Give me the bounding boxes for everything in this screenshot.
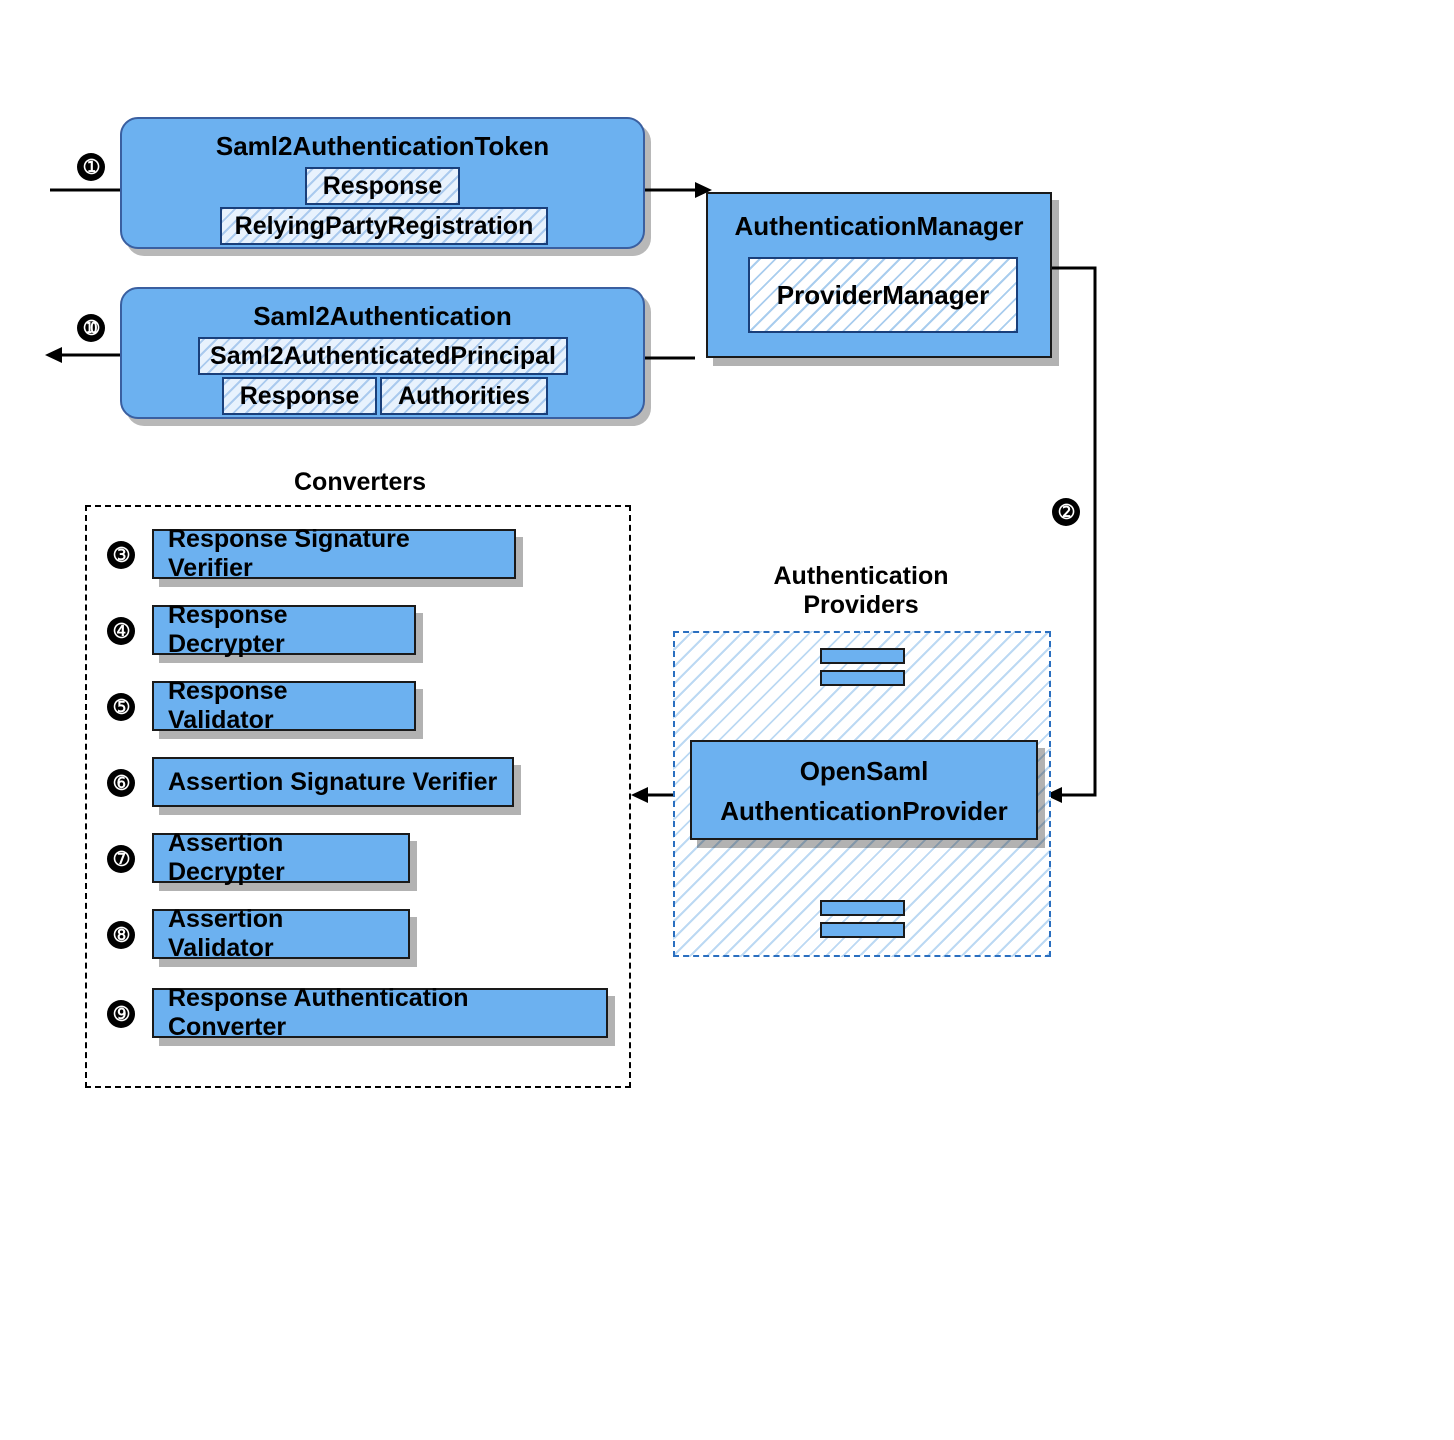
providers-group-title-line2: Providers — [803, 591, 919, 619]
converter-label: Response Signature Verifier — [168, 525, 410, 582]
provider-placeholder-bar-top-1 — [820, 648, 905, 664]
converter-assertion-decrypter[interactable] — [152, 829, 410, 886]
converter-response-signature-verifier[interactable] — [152, 525, 516, 582]
step-marker-1: ➀ — [77, 153, 105, 181]
converters-group-title: Converters — [294, 468, 426, 496]
provider-manager-box: ProviderManager — [748, 257, 1018, 333]
step-marker-3: ➂ — [107, 541, 135, 569]
converter-label: Assertion Signature Verifier — [168, 767, 498, 796]
authentication-field-authorities: Authorities — [380, 377, 548, 415]
converter-label: Response Authentication Converter — [168, 984, 469, 1041]
authentication-manager-box — [706, 192, 1052, 358]
step-marker-6: ➅ — [107, 769, 135, 797]
token-field-response: Response — [305, 167, 460, 205]
providers-group-title-line1: Authentication — [773, 562, 949, 590]
provider-placeholder-bar-bottom-1 — [820, 900, 905, 916]
step-marker-2: ➁ — [1052, 498, 1080, 526]
token-field-relying-party-registration: RelyingPartyRegistration — [220, 207, 548, 245]
converter-assertion-signature-verifier[interactable] — [152, 757, 514, 807]
provider-title-line1: OpenSaml — [799, 755, 929, 786]
step-marker-7: ➆ — [107, 845, 135, 873]
saml2-authentication-token-box — [120, 117, 645, 249]
converter-label: Assertion Validator — [168, 905, 284, 962]
converter-label: Response Validator — [168, 677, 288, 734]
converter-response-validator[interactable] — [152, 677, 416, 734]
token-box-title: Saml2AuthenticationToken — [215, 131, 550, 161]
provider-placeholder-bar-top-2 — [820, 670, 905, 686]
converter-response-decrypter[interactable] — [152, 601, 416, 658]
converter-response-authentication-converter[interactable] — [152, 984, 608, 1041]
converter-label: Assertion Decrypter — [168, 829, 285, 886]
authentication-manager-title: AuthenticationManager — [734, 211, 1024, 241]
converter-label: Response Decrypter — [168, 601, 288, 658]
converter-assertion-validator[interactable] — [152, 905, 410, 962]
saml2-authentication-box — [120, 287, 645, 419]
authentication-field-response: Response — [222, 377, 377, 415]
provider-title-line2: AuthenticationProvider — [720, 795, 1008, 826]
step-marker-9: ➈ — [107, 1000, 135, 1028]
step-marker-5: ➄ — [107, 693, 135, 721]
authentication-box-title: Saml2Authentication — [253, 301, 512, 331]
authentication-field-principal: Saml2AuthenticatedPrincipal — [198, 337, 568, 375]
step-marker-8: ➇ — [107, 921, 135, 949]
step-marker-10: ➉ — [77, 314, 105, 342]
step-marker-4: ➃ — [107, 617, 135, 645]
opensaml-authentication-provider-box[interactable] — [690, 740, 1038, 840]
provider-placeholder-bar-bottom-2 — [820, 922, 905, 938]
